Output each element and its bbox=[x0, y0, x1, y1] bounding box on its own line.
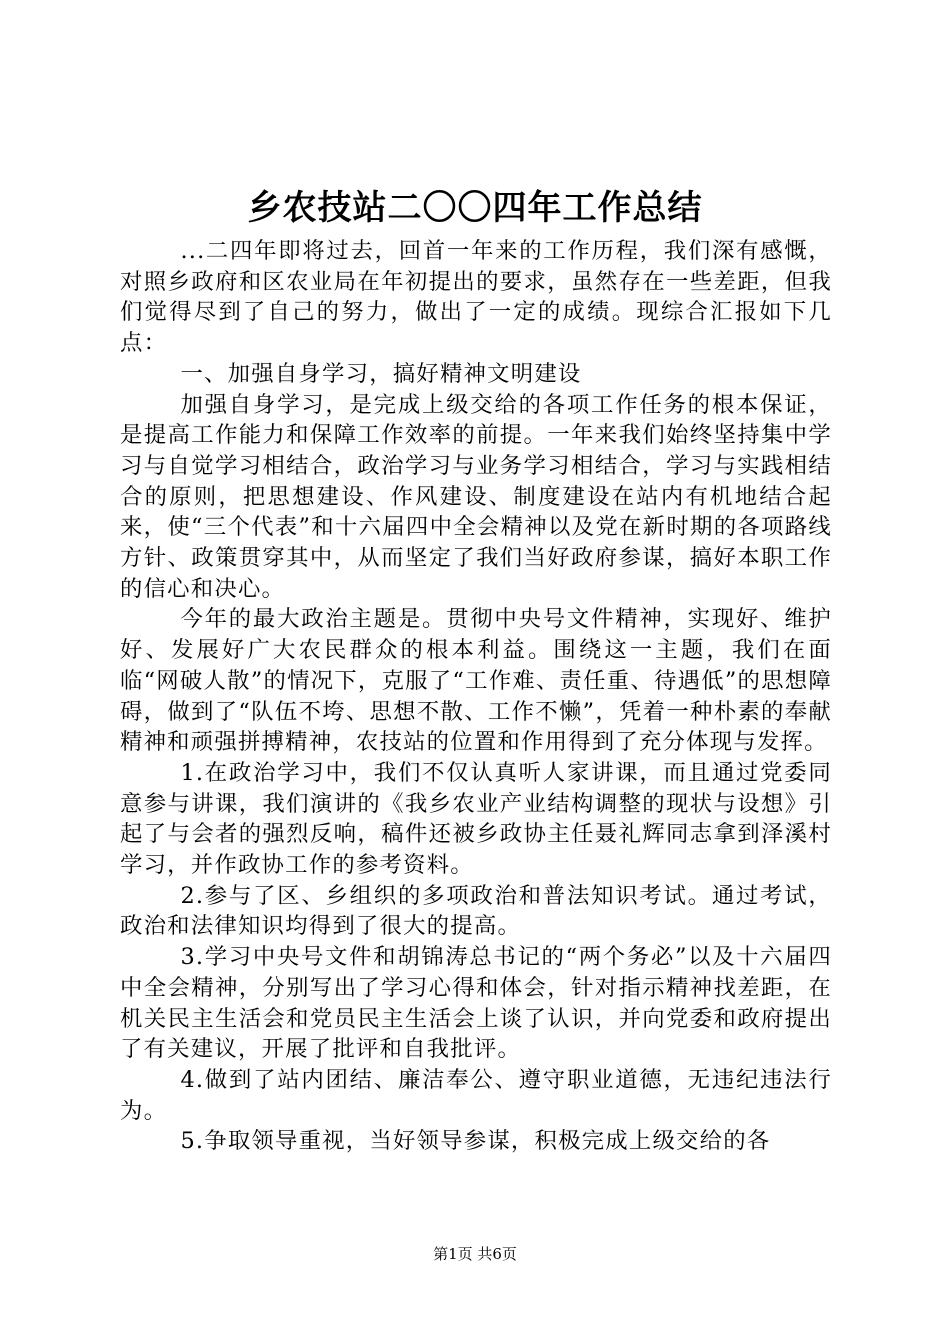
paragraph: 今年的最大政治主题是。贯彻中央号文件精神，实现好、维护好、发展好广大农民群众的根本利益。围绕这一主题，我们在面临“网破人散”的情况下，克服了“工作难、责任重、待遇低”的思想障碍，做到了“队伍不垮、思想不散、工作不懒”，凭着一种朴素的奉献精神和顽强拼搏精神，农技站的位置和作用得到了充分体现与发挥。 bbox=[120, 606, 832, 756]
page-number: 第1页 共6页 bbox=[433, 1245, 517, 1263]
paragraph: ...二四年即将过去，回首一年来的工作历程，我们深有感慨，对照乡政府和区农业局在年初提出的要求，虽然存在一些差距，但我们觉得尽到了自己的努力，做出了一定的成绩。现综合汇报如下几点： bbox=[120, 238, 832, 357]
list-item: 3.学习中央号文件和胡锦涛总书记的“两个务必”以及十六届四中全会精神，分别写出了学习心得和体会，针对指示精神找差距，在机关民主生活会和党员民主生活会上谈了认识，并向党委和政府提出了有关建议，开展了批评和自我批评。 bbox=[120, 944, 832, 1063]
list-item: 4.做到了站内团结、廉洁奉公、遵守职业道德，无违纪违法行为。 bbox=[120, 1066, 832, 1124]
section-heading: 一、加强自身学习，搞好精神文明建设 bbox=[180, 360, 582, 387]
list-item: 1.在政治学习中，我们不仅认真听人家讲课，而且通过党委同意参与讲课，我们演讲的《我乡农业产业结构调整的现状与设想》引起了与会者的强烈反响，稿件还被乡政协主任聂礼辉同志拿到泽溪村学习，并作政协工作的参考资料。 bbox=[120, 759, 832, 879]
paragraph: 加强自身学习，是完成上级交给的各项工作任务的根本保证，是提高工作能力和保障工作效率的前提。一年来我们始终坚持集中学习与自觉学习相结合，政治学习与业务学习相结合，学习与实践相结合的原则，把思想建设、作风建设、制度建设在站内有机地结合起来，使“三个代表”和十六届四中全会精神以及党在新时期的各项路线方针、政策贯穿其中，从而坚定了我们当好政府参谋，搞好本职工作的信心和决心。 bbox=[120, 391, 832, 602]
list-item: 5.争取领导重视，当好领导参谋，积极完成上级交给的各 bbox=[180, 1128, 771, 1155]
document-body bbox=[120, 236, 832, 1157]
list-item: 2.参与了区、乡组织的多项政治和普法知识考试。通过考试，政治和法律知识均得到了很大的提高。 bbox=[120, 882, 832, 940]
document-title: 乡农技站二〇〇四年工作总结 bbox=[247, 188, 703, 228]
